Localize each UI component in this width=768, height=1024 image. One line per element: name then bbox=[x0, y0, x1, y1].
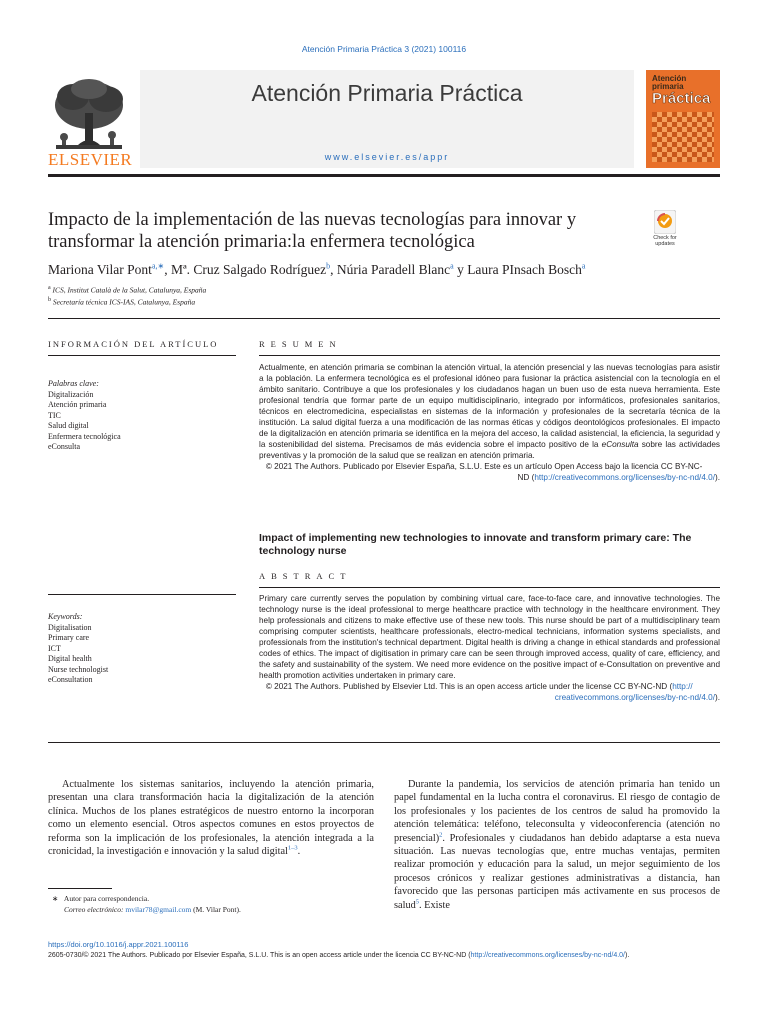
keyword: TIC bbox=[48, 410, 61, 420]
abstract-copyright: © 2021 The Authors. Published by Elsevier Ltd. This is an open access article under the license CC BY-NC-ND (http:// bbox=[265, 682, 693, 691]
masthead bbox=[48, 70, 720, 174]
check-updates-icon bbox=[654, 210, 676, 234]
author-affiliation-mark[interactable]: a,∗ bbox=[151, 261, 165, 271]
journal-url-link[interactable]: www.elsevier.es/appr bbox=[324, 152, 450, 162]
resumen-license: ND (http://creativecommons.org/licenses/by-nc-nd/4.0/). bbox=[517, 473, 720, 482]
footnote-mark: ∗ bbox=[52, 894, 59, 903]
keyword: Salud digital bbox=[48, 421, 89, 430]
body-column-right bbox=[394, 778, 720, 912]
journal-banner bbox=[140, 70, 634, 168]
cover-title: Atención primaria Práctica bbox=[652, 74, 711, 107]
resumen-text: Actualmente, en atención primaria se combinan la atención virtual, la atención presencial y las nuevas tecnologías para asistir a la población. La enfermera tecnológica es el profesional idóneo para fusionar la práctica asistencial con la tecnología en el ámbito sanitario. Contribuye a que los profesionales y los ciudadanos hagan un buen uso de esta nueva herramienta. Este profesional tendría que formar parte de un equipo multidisciplinario, integrado por informáticos, profesionales sanitarios, técnicos en electromedicina, especialistas en sistemas de la información y profesionales de la secretaría técnica de la institución. La salud digital fuerza a una modificación de las normas éticas y códigos deontológicos profesionales. El impacto de la digitalización en atención primaria se identifica en la mejora del acceso, la calidad asistencial, la eficiencia, la seguridad y la sostenibilidad del sistema. Precisamos de más evidencia sobre el impacto positivo de la eConsulta sobre las actividades preventivas y la promoción de la salud que se realizan en atención primaria. © 2021 The Authors. Publicado por Elsevier España, S.L.U. Este es un artículo Open Access bajo la licencia CC BY-NC- ND (http://creativecommons.org/licenses/by-nc-nd/4.0/). bbox=[259, 363, 720, 482]
keyword: Nurse technologist bbox=[48, 664, 109, 674]
citation-link[interactable]: 2 bbox=[439, 831, 443, 839]
resumen-heading: RESUMEN bbox=[259, 339, 342, 349]
keywords-en-rule bbox=[48, 594, 236, 595]
publisher-logo-text: ELSEVIER bbox=[48, 150, 133, 169]
author-affiliation-mark[interactable]: b bbox=[326, 261, 331, 271]
keyword-en-list bbox=[48, 623, 236, 686]
author-affiliation-mark[interactable]: a bbox=[450, 261, 454, 271]
keywords-es bbox=[48, 379, 236, 453]
keyword: Primary care bbox=[48, 633, 90, 642]
keyword: eConsultation bbox=[48, 675, 93, 684]
abstract-heading: ABSTRACT bbox=[259, 571, 352, 581]
masthead-rule bbox=[48, 174, 720, 177]
keyword: Atención primaria bbox=[48, 400, 107, 409]
affiliation: $^b$ Secretaría técnica ICS-IAS, Catalunya, España bbox=[48, 297, 196, 307]
citation-link[interactable]: 5 bbox=[415, 898, 419, 906]
keywords-en-label: Keywords: bbox=[48, 612, 83, 621]
info-rule bbox=[48, 355, 236, 356]
journal-name: Atención Primaria Práctica bbox=[251, 80, 523, 106]
author-name: Núria Paradell Blanc bbox=[336, 262, 451, 277]
author-name: Laura PInsach Bosch bbox=[467, 262, 582, 277]
journal-reference[interactable]: Atención Primaria Práctica 3 (2021) 100116 bbox=[301, 44, 467, 54]
keyword: Digitalisation bbox=[48, 622, 92, 632]
footnote: ∗ Autor para correspondencia. Correo electrónico: mvilar78@gmail.com (M. Vilar Pont). bbox=[52, 894, 241, 914]
affiliation-rule bbox=[48, 318, 720, 319]
cover-pattern bbox=[652, 112, 714, 162]
license-link[interactable]: http://creativecommons.org/licenses/by-nc-nd/4.0/ bbox=[534, 473, 715, 482]
author-list: Mariona Vilar Pont$^{a,∗}$, Mª. Cruz Salgado Rodríguez$^b$, Núria Paradell Blanc$^a$ y Laura PInsach Bosch$^a$ bbox=[48, 261, 586, 277]
author-name: Mª. Cruz Salgado Rodríguez bbox=[170, 262, 327, 277]
body-paragraph: Durante la pandemia, los servicios de atención primaria han tenido un papel fundamental en la lucha contra el coronavirus. El riesgo de contagio de los profesionales y los pacientes de los centros de salud ha promovido la atención telemática: teléfono, teleconsulta y videoconferencia (atención no presencial)$^2$. Profesionales y ciudadanos han debido adaptarse a esta nueva situación. Las nuevas tecnologías que, entre muchas ventajas, permiten realizar promoción y educación para la salud, un mejor seguimiento de los procesos crónicos y realizar gestiones administrativas a distancia, han favorecido que las personas participen más activamente en sus procesos de salud$^5$. Existe bbox=[394, 779, 720, 911]
doi-link[interactable]: https://doi.org/10.1016/j.appr.2021.100116 bbox=[48, 940, 189, 949]
keyword-list bbox=[48, 390, 236, 453]
email-link[interactable]: mvilar78@gmail.com bbox=[125, 905, 192, 914]
license-link[interactable]: http:// bbox=[672, 682, 693, 691]
journal-cover-image bbox=[646, 70, 720, 168]
resumen-rule bbox=[259, 355, 720, 356]
body-column-left bbox=[48, 778, 374, 858]
author-affiliation-mark[interactable]: a bbox=[581, 261, 586, 271]
keyword: Digital health bbox=[48, 654, 92, 663]
issn-line: 2605-0730/© 2021 The Authors. Publicado por Elsevier España, S.L.U. This is an open access article under the licencia CC BY-NC-ND (http://creativecommons.org/licenses/by-nc-nd/4.0/). bbox=[48, 952, 630, 959]
resumen-copyright: © 2021 The Authors. Publicado por Elsevier España, S.L.U. Este es un artículo Open Access bajo la licencia CC BY-NC- bbox=[265, 462, 703, 471]
keywords-label: Palabras clave: bbox=[48, 379, 99, 388]
abstract-end-rule bbox=[48, 742, 720, 743]
body-paragraph: Actualmente los sistemas sanitarios, incluyendo la atención primaria, presentan una clara transformación hacia la digitalización de la atención clínica. Muchos de los planes estratégicos de nuestro entorno la incorporan como un elemento esencial. Otros aspectos comunes en estos proyectos de reforma son la implicación de los profesionales, la atención integrada a la cronicidad, la investigación e innovación y la salud digital$^{1-3}$. bbox=[48, 779, 374, 858]
english-title: Impact of implementing new technologies to innovate and transform primary care: The technology nurse bbox=[259, 532, 692, 557]
check-updates-label: Check for updates bbox=[653, 235, 677, 247]
check-for-updates-badge[interactable] bbox=[645, 210, 685, 250]
keyword: Digitalización bbox=[48, 389, 94, 399]
keyword: Enfermera tecnológica bbox=[48, 431, 121, 441]
license-link[interactable]: creativecommons.org/licenses/by-nc-nd/4.0/ bbox=[554, 693, 715, 702]
citation-link[interactable]: 1–3 bbox=[287, 844, 298, 852]
abstract-text: Primary care currently serves the population by combining virtual care, face-to-face care, and innovative technologies. The technology nurse is the ideal professional to merge healthcare practice with technology in the healthcare environment. They help professionals and citizens to make effective use of these new tools. This nurse should be part of a multidisciplinary team comprising computer scientists, healthcare professionals, electro-medical technicians, information systems specialists, and professionals from the institution's technical department. Digital health is driving a change in ethical standards and professional codes of ethics. The impact of digitisation in primary care can be seen through improved access, quality of care, efficiency, and the safety and sustainability of the system. We need more evidence on the positive impact of e-Consultation on preventive and health promotion activities undertaken in primary care. © 2021 The Authors. Published by Elsevier Ltd. This is an open access article under the license CC BY-NC-ND (http:// creativecommons.org/licenses/by-nc-nd/4.0/). bbox=[259, 594, 720, 702]
license-link[interactable]: http://creativecommons.org/licenses/by-nc-nd/4.0/ bbox=[470, 952, 625, 959]
abstract-license: creativecommons.org/licenses/by-nc-nd/4.0/). bbox=[554, 693, 720, 702]
keyword: ICT bbox=[48, 643, 61, 653]
abstract-rule bbox=[259, 587, 720, 588]
keywords-en bbox=[48, 612, 236, 686]
elsevier-tree-logo bbox=[48, 70, 130, 160]
article-title: Impacto de la implementación de las nuevas tecnologías para innovar y transformar la atención primaria:la enfermera tecnológica bbox=[48, 210, 577, 252]
affiliation: $^a$ ICS, Institut Català de la Salut, Catalunya, España bbox=[48, 285, 207, 295]
email-label: Correo electrónico: bbox=[64, 905, 124, 914]
keyword: eConsulta bbox=[48, 442, 80, 451]
article-info-heading: INFORMACIÓN DEL ARTÍCULO bbox=[48, 339, 219, 349]
footnote-rule bbox=[48, 888, 112, 889]
author-name: Mariona Vilar Pont bbox=[48, 262, 152, 277]
